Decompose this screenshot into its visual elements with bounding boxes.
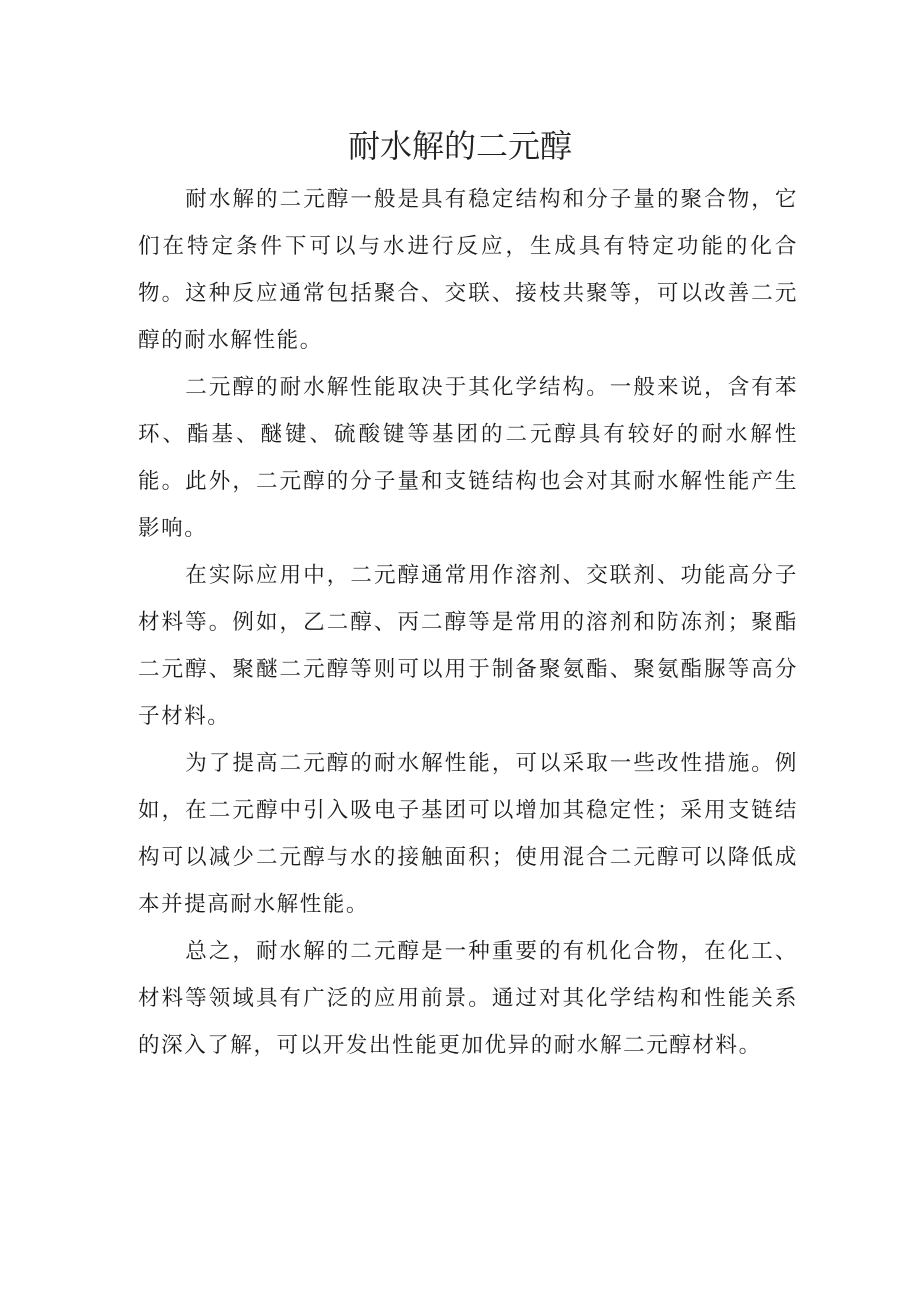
paragraph-3: 在实际应用中，二元醇通常用作溶剂、交联剂、功能高分子材料等。例如，乙二醇、丙二醇等是常用的溶剂和防冻剂；聚酯二元醇、聚醚二元醇等则可以用于制备聚氨酯、聚氨酯脲等高分子材料。 bbox=[138, 563, 798, 729]
document-body bbox=[138, 176, 798, 1069]
paragraph-4: 为了提高二元醇的耐水解性能，可以采取一些改性措施。例如，在二元醇中引入吸电子基团可以增加其稳定性；采用支链结构可以减少二元醇与水的接触面积；使用混合二元醇可以降低成本并提高耐水解性能。 bbox=[138, 751, 798, 917]
document-title: 耐水解的二元醇 bbox=[347, 127, 572, 165]
paragraph-1: 耐水解的二元醇一般是具有稳定结构和分子量的聚合物，它们在特定条件下可以与水进行反应，生成具有特定功能的化合物。这种反应通常包括聚合、交联、接枝共聚等，可以改善二元醇的耐水解性能。 bbox=[138, 187, 798, 353]
paragraph-2: 二元醇的耐水解性能取决于其化学结构。一般来说，含有苯环、酯基、醚键、硫酸键等基团的二元醇具有较好的耐水解性能。此外，二元醇的分子量和支链结构也会对其耐水解性能产生影响。 bbox=[138, 375, 798, 541]
paragraph-5: 总之，耐水解的二元醇是一种重要的有机化合物，在化工、材料等领域具有广泛的应用前景。通过对其化学结构和性能关系的深入了解，可以开发出性能更加优异的耐水解二元醇材料。 bbox=[138, 939, 798, 1058]
